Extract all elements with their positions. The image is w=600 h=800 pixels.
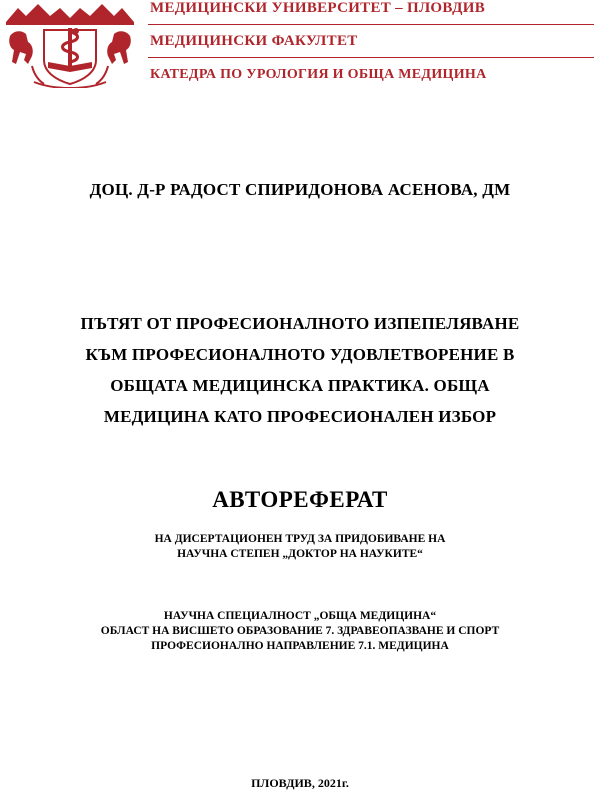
faculty-name: МЕДИЦИНСКИ ФАКУЛТЕТ [150, 33, 358, 49]
title-line: МЕДИЦИНА КАТО ПРОФЕСИОНАЛЕН ИЗБОР [103, 407, 497, 426]
degree-description [0, 532, 600, 562]
specialty-line: ОБЛАСТ НА ВИСШЕТО ОБРАЗОВАНИЕ 7. ЗДРАВЕОПАЗВАНЕ И СПОРТ [100, 625, 500, 637]
degree-line: НА ДИСЕРТАЦИОНЕН ТРУД ЗА ПРИДОБИВАНЕ НА [154, 533, 446, 545]
university-crest-icon [4, 2, 136, 88]
document-type: АВТОРЕФЕРАТ [212, 487, 388, 512]
degree-line: НАУЧНА СТЕПЕН „ДОКТОР НА НАУКИТЕ“ [177, 548, 423, 560]
dissertation-title [20, 308, 580, 432]
header-divider-2 [148, 57, 594, 58]
specialty-line: ПРОФЕСИОНАЛНО НАПРАВЛЕНИЕ 7.1. МЕДИЦИНА [151, 640, 449, 652]
title-line: ОБЩАТА МЕДИЦИНСКА ПРАКТИКА. ОБЩА [110, 376, 490, 395]
title-line: КЪМ ПРОФЕСИОНАЛНОТО УДОВЛЕТВОРЕНИЕ В [85, 345, 515, 364]
header-divider-1 [148, 24, 594, 25]
specialty-line: НАУЧНА СПЕЦИАЛНОСТ „ОБЩА МЕДИЦИНА“ [163, 610, 437, 622]
university-name: МЕДИЦИНСКИ УНИВЕРСИТЕТ – ПЛОВДИВ [150, 0, 486, 16]
department-name: КАТЕДРА ПО УРОЛОГИЯ И ОБЩА МЕДИЦИНА [150, 67, 487, 82]
author-name: ДОЦ. Д-Р РАДОСТ СПИРИДОНОВА АСЕНОВА, ДМ [89, 180, 511, 199]
place-and-year: ПЛОВДИВ, 2021г. [251, 776, 349, 790]
specialty-block [0, 609, 600, 654]
letterhead [0, 0, 600, 92]
title-line: ПЪТЯТ ОТ ПРОФЕСИОНАЛНОТО ИЗПЕПЕЛЯВАНЕ [80, 314, 520, 333]
